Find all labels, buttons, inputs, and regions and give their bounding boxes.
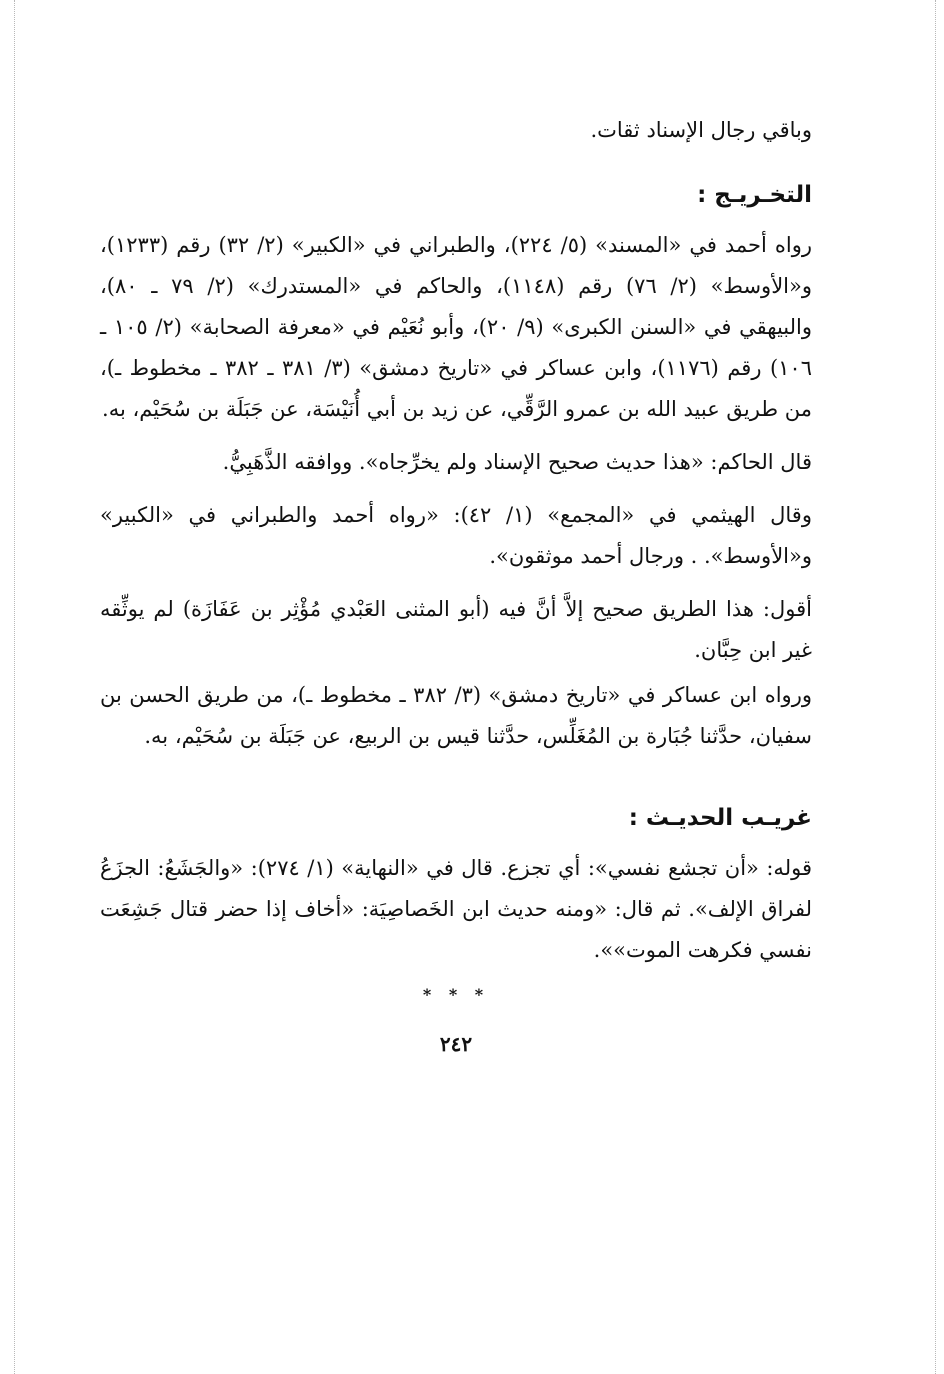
section-separator: * * * bbox=[422, 985, 490, 1004]
page-number: ٢٤٢ bbox=[439, 1032, 473, 1056]
hakim-paragraph: قال الحاكم: «هذا حديث صحيح الإسناد ولم يخرِّجاه». ووافقه الذَّهَبِيُّ. bbox=[222, 450, 812, 474]
gharib-paragraph: قوله: «أن تجشع نفسي»: أي تجزع. قال في «النهاية» (١/ ٢٧٤): «والجَشَعُ: الجزَعُ لفراق الإلف». ثم قال: «ومنه حديث ابن الخَصاصِيَة: «أخاف إذا حضر قتال جَشِعَت نفسي فكرهت الموت»». bbox=[100, 856, 812, 962]
takhrij-heading: التخـريـج : bbox=[697, 182, 812, 208]
ibn-asakir-paragraph: ورواه ابن عساكر في «تاريخ دمشق» (٣/ ٣٨٢ ـ مخطوط ـ)، من طريق الحسن بن سفيان، حدَّثنا جُبَارة بن المُغَلِّس، حدَّثنا قيس بن الربيع، عن جَبَلَة بن سُحَيْم، به. bbox=[100, 683, 812, 748]
right-margin-dotted-edge bbox=[935, 0, 936, 1374]
left-margin-dotted-edge bbox=[14, 0, 15, 1374]
gharib-heading: غريـب الحديـث : bbox=[628, 805, 812, 831]
book-page bbox=[100, 110, 812, 1056]
intro-line: وباقي رجال الإسناد ثقات. bbox=[590, 118, 812, 142]
haythami-paragraph: وقال الهيثمي في «المجمع» (١/ ٤٢): «رواه أحمد والطبراني في «الكبير» و«الأوسط». . ورجال أحمد موثقون». bbox=[100, 503, 812, 568]
aqulu-paragraph: أقول: هذا الطريق صحيح إلاَّ أنَّ فيه (أبو المثنى العَبْدي مُؤْثِر بن عَفَازَة) لم يوثِّقه غير ابن حِبَّان. bbox=[100, 597, 812, 662]
takhrij-paragraph: رواه أحمد في «المسند» (٥/ ٢٢٤)، والطبراني في «الكبير» (٢/ ٣٢) رقم (١٢٣٣)، و«الأوسط» (٢/ ٧٦) رقم (١١٤٨)، والحاكم في «المستدرك» (٢/ ٧٩ ـ ٨٠)، والبيهقي في «السنن الكبرى» (٩/ ٢٠)، وأبو نُعَيْم في «معرفة الصحابة» (٢/ ١٠٥ ـ ١٠٦) رقم (١١٧٦)، وابن عساكر في «تاريخ دمشق» (٣/ ٣٨١ ـ ٣٨٢ ـ مخطوط ـ)، من طريق عبيد الله بن عمرو الرَّقِّي، عن زيد بن أبي أُنَيْسَة، عن جَبَلَة بن سُحَيْم، به. bbox=[100, 233, 813, 421]
